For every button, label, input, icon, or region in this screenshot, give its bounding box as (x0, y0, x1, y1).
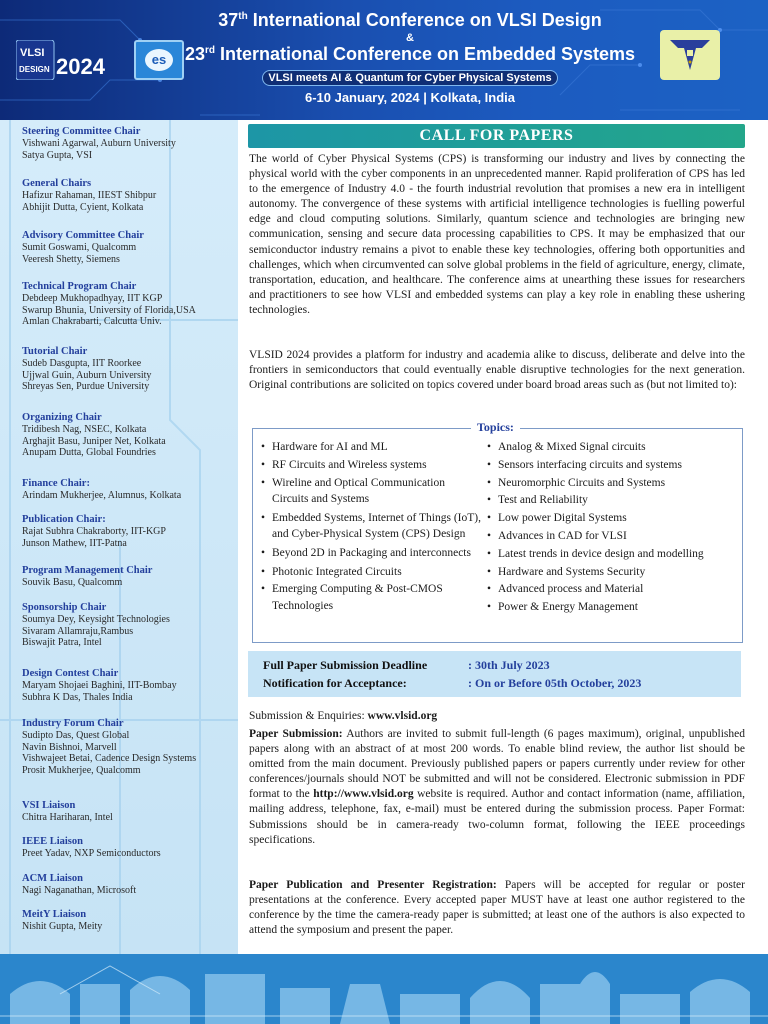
committee-group (22, 873, 136, 897)
notification-label: Notification for Acceptance: (263, 676, 407, 690)
deadlines-box (248, 651, 741, 697)
committee-title: Organizing Chair (22, 412, 102, 423)
committee-member: Ujjwal Guin, Auburn University (22, 369, 152, 381)
committee-group (22, 836, 161, 860)
committee-title: Industry Forum Chair (22, 718, 124, 729)
committee-member: Navin Bishnoi, Marvell (22, 741, 117, 753)
committee-group (22, 126, 176, 161)
committee-title: General Chairs (22, 178, 92, 189)
committee-member: Prosit Mukherjee, Qualcomm (22, 764, 141, 776)
kolkata-skyline-footer (0, 954, 768, 1024)
committee-member: Satya Gupta, VSI (22, 149, 93, 161)
committee-member: Biswajit Patra, Intel (22, 637, 102, 648)
topic-item: • Hardware for AI and ML (259, 439, 481, 457)
committee-member: Maryam Shojaei Baghini, IIT-Bombay (22, 680, 177, 691)
conference-title-vlsi: 37th International Conference on VLSI Design (218, 10, 602, 30)
topic-item: • Embedded Systems, Internet of Things (IoT), and Cyber-Physical System (CPS) Design (259, 510, 481, 545)
committee-group (22, 800, 113, 824)
topic-item: • Sensors interfacing circuits and systems (485, 457, 739, 475)
committee-member: Arindam Mukherjee, Alumnus, Kolkata (22, 490, 182, 501)
committee-member: Vishwajeet Betai, Cadence Design Systems (22, 753, 197, 764)
committee-title: VSI Liaison (22, 800, 76, 811)
committee-member: Sumit Goswami, Qualcomm (22, 242, 137, 253)
committee-member: Hafizur Rahaman, IIEST Shibpur (22, 190, 157, 201)
topics-title: Topics: (471, 420, 520, 435)
committee-member: Debdeep Mukhopadhyay, IIT KGP (22, 293, 163, 304)
notification-value: : On or Before 05th October, 2023 (468, 676, 642, 690)
topic-item: • RF Circuits and Wireless systems (259, 457, 481, 475)
title-ampersand: & (406, 32, 414, 44)
conference-dates: 6-10 January, 2024 | Kolkata, India (304, 90, 516, 105)
committee-member: Sudeb Dasgupta, IIT Roorkee (22, 358, 142, 369)
committee-group (22, 718, 196, 776)
committee-member: Sudipto Das, Quest Global (22, 730, 130, 741)
committee-member: Abhijit Dutta, Cyient, Kolkata (22, 201, 144, 213)
submission-deadline-label: Full Paper Submission Deadline (263, 658, 428, 672)
committee-member: Preet Yadav, NXP Semiconductors (22, 848, 161, 859)
committee-group (22, 346, 151, 393)
topic-item: • Latest trends in device design and modelling (485, 546, 739, 564)
call-for-papers-banner: CALL FOR PAPERS (248, 124, 745, 148)
svg-text:2024: 2024 (56, 54, 105, 79)
committee-member: Chitra Hariharan, Intel (22, 812, 113, 823)
committee-group (22, 602, 170, 649)
topic-item: • Low power Digital Systems (485, 510, 739, 528)
conference-title-embedded: 23rd International Conference on Embedded Systems (184, 44, 636, 64)
committee-title: IEEE Liaison (22, 836, 83, 847)
committee-title: MeitY Liaison (22, 909, 87, 920)
committee-group (22, 478, 181, 502)
committee-member: Rajat Subhra Chakraborty, IIT-KGP (22, 526, 166, 537)
topic-item: • Advanced process and Material (485, 581, 739, 599)
committee-member: Vishwani Agarwal, Auburn University (22, 138, 176, 149)
committee-member: Junson Mathew, IIT-Patna (22, 537, 127, 549)
vlsid-website-link[interactable]: http://www.vlsid.org (313, 788, 414, 801)
vlsid-logo (16, 40, 112, 80)
committee-title: Design Contest Chair (22, 668, 119, 679)
committee-member: Amlan Chakrabarti, Calcutta Univ. (22, 316, 162, 327)
publication-heading: Paper Publication and Presenter Registration: (249, 879, 497, 891)
committee-member: Veeresh Shetty, Siemens (22, 253, 120, 265)
committee-member: Swarup Bhunia, University of Florida,USA (22, 304, 196, 316)
intro-paragraph: The world of Cyber Physical Systems (CPS) is transforming our industry and lives by connecting the physical world with the cyber components in an unprecedented manner. Rapid proliferation of CPS has led to the emergence of Industry 4.0 - the fourth industrial revolution that promises a new era in intelligent autonomy. The convergence of these systems with artificial intelligence technologies is fuelling powerful edge and cloud computing solutions. Similarly, quantum science and technologies are bringing new communication, sensing and secure data processing capabilities to CPS. It may be emphasized that our semiconductor industry remains a pivot to enable these key technologies, offering both opportunities and challenges, which when circumvented can solve global problems in the field of agriculture, energy, climate, transportation, education, and healthcare. The conference aims at unearthing these issues for researchers and practitioners to see how VLSI and embedded systems can play a key role in enabling these ushering technologies. (249, 153, 745, 316)
committee-member: Nagi Naganathan, Microsoft (22, 885, 137, 896)
submission-link[interactable]: www.vlsid.org (367, 710, 438, 722)
committee-title: Finance Chair: (22, 478, 90, 489)
committee-member: Souvik Basu, Qualcomm (22, 577, 123, 588)
committee-title: Steering Committee Chair (22, 126, 141, 137)
submission-deadline-value: : 30th July 2023 (468, 658, 550, 672)
topic-item: • Power & Energy Management (485, 599, 739, 617)
committee-title: Technical Program Chair (22, 281, 137, 292)
submission-label: Submission & Enquiries: (249, 710, 368, 722)
submission-enquiries (249, 709, 745, 724)
committee-group (22, 514, 166, 549)
committee-member: Soumya Dey, Keysight Technologies (22, 614, 170, 625)
topics-left-column (259, 439, 481, 617)
committee-member: Nishit Gupta, Meity (22, 921, 103, 932)
committee-sidebar (0, 120, 238, 954)
conference-header (0, 0, 768, 120)
topic-item: • Test and Reliability (485, 492, 739, 510)
ieee-cass-logo (660, 30, 720, 80)
committee-group (22, 909, 102, 933)
embedded-systems-logo: es (134, 40, 184, 80)
committee-member: Anupam Dutta, Global Foundries (22, 447, 156, 458)
paper-submission-heading: Paper Submission: (249, 728, 343, 740)
committee-group (22, 668, 177, 703)
committee-member: Tridibesh Nag, NSEC, Kolkata (22, 424, 147, 435)
topic-item: • Hardware and Systems Security (485, 564, 739, 582)
committee-title: Tutorial Chair (22, 346, 88, 357)
topic-item: • Analog & Mixed Signal circuits (485, 439, 739, 457)
committee-group (22, 565, 152, 589)
svg-text:VLSI: VLSI (20, 47, 45, 59)
topics-box (252, 420, 743, 643)
topic-item: • Wireline and Optical Communication Circuits and Systems (259, 475, 481, 510)
publication-paragraph: Paper Publication and Presenter Registration: Papers will be accepted for regular or poster presentations at the conference. Every accepted paper MUST have at least one author registered to the conference by the time the camera-ready paper is submitted; at least one of the authors is also expected to attend the symposium and present the paper. (249, 879, 745, 937)
call-for-papers-panel (238, 120, 768, 954)
committee-member: Sivaram Allamraju,Rambus (22, 625, 134, 637)
topic-item: • Advances in CAD for VLSI (485, 528, 739, 546)
topic-item: • Beyond 2D in Packaging and interconnects (259, 545, 481, 564)
committee-group (22, 230, 144, 265)
committee-title: Program Management Chair (22, 565, 153, 576)
platform-paragraph: VLSID 2024 provides a platform for industry and academia alike to discuss, deliberate and delve into the frontiers in semiconductors that could eventually enable disruptive technologies for the next generation. Original contributions are solicited on topics covered under board broad areas such as (but not limited to): (249, 349, 745, 392)
topics-right-column (485, 439, 739, 617)
committee-group (22, 412, 166, 459)
committee-group (22, 281, 196, 328)
topic-item: • Neuromorphic Circuits and Systems (485, 475, 739, 493)
svg-text:DESIGN: DESIGN (19, 65, 50, 74)
skyline-illustration (0, 954, 768, 1024)
committee-title: ACM Liaison (22, 873, 83, 884)
committee-member: Shreyas Sen, Purdue University (22, 381, 150, 392)
conference-tagline: VLSI meets AI & Quantum for Cyber Physical Systems (262, 70, 558, 86)
committee-title: Sponsorship Chair (22, 602, 107, 613)
committee-title: Publication Chair: (22, 514, 106, 525)
topic-item: • Photonic Integrated Circuits (259, 564, 481, 582)
committee-group (22, 178, 156, 213)
topic-item: • Emerging Computing & Post-CMOS Technologies (259, 581, 481, 616)
committee-member: Subhra K Das, Thales India (22, 691, 133, 703)
paper-submission-paragraph: Paper Submission: Authors are invited to submit full-length (6 pages maximum), original, unpublished papers along with an abstract of at most 200 words. To enable blind review, the author list should be omitted from the main document. Previously published papers or papers currently under review for other conferences/journals should NOT be submitted and will not be considered. Electronic submission in PDF format to the http://www.vlsid.org website is required. Author and contact information (name, affiliation, mailing address, telephone, fax, e-mail) must be entered during the submission process. Paper Format: Submissions should be in camera-ready two-column format, following the IEEE proceedings specifications. (249, 728, 745, 846)
committee-member: Arghajit Basu, Juniper Net, Kolkata (22, 435, 166, 447)
committee-title: Advisory Committee Chair (22, 230, 144, 241)
